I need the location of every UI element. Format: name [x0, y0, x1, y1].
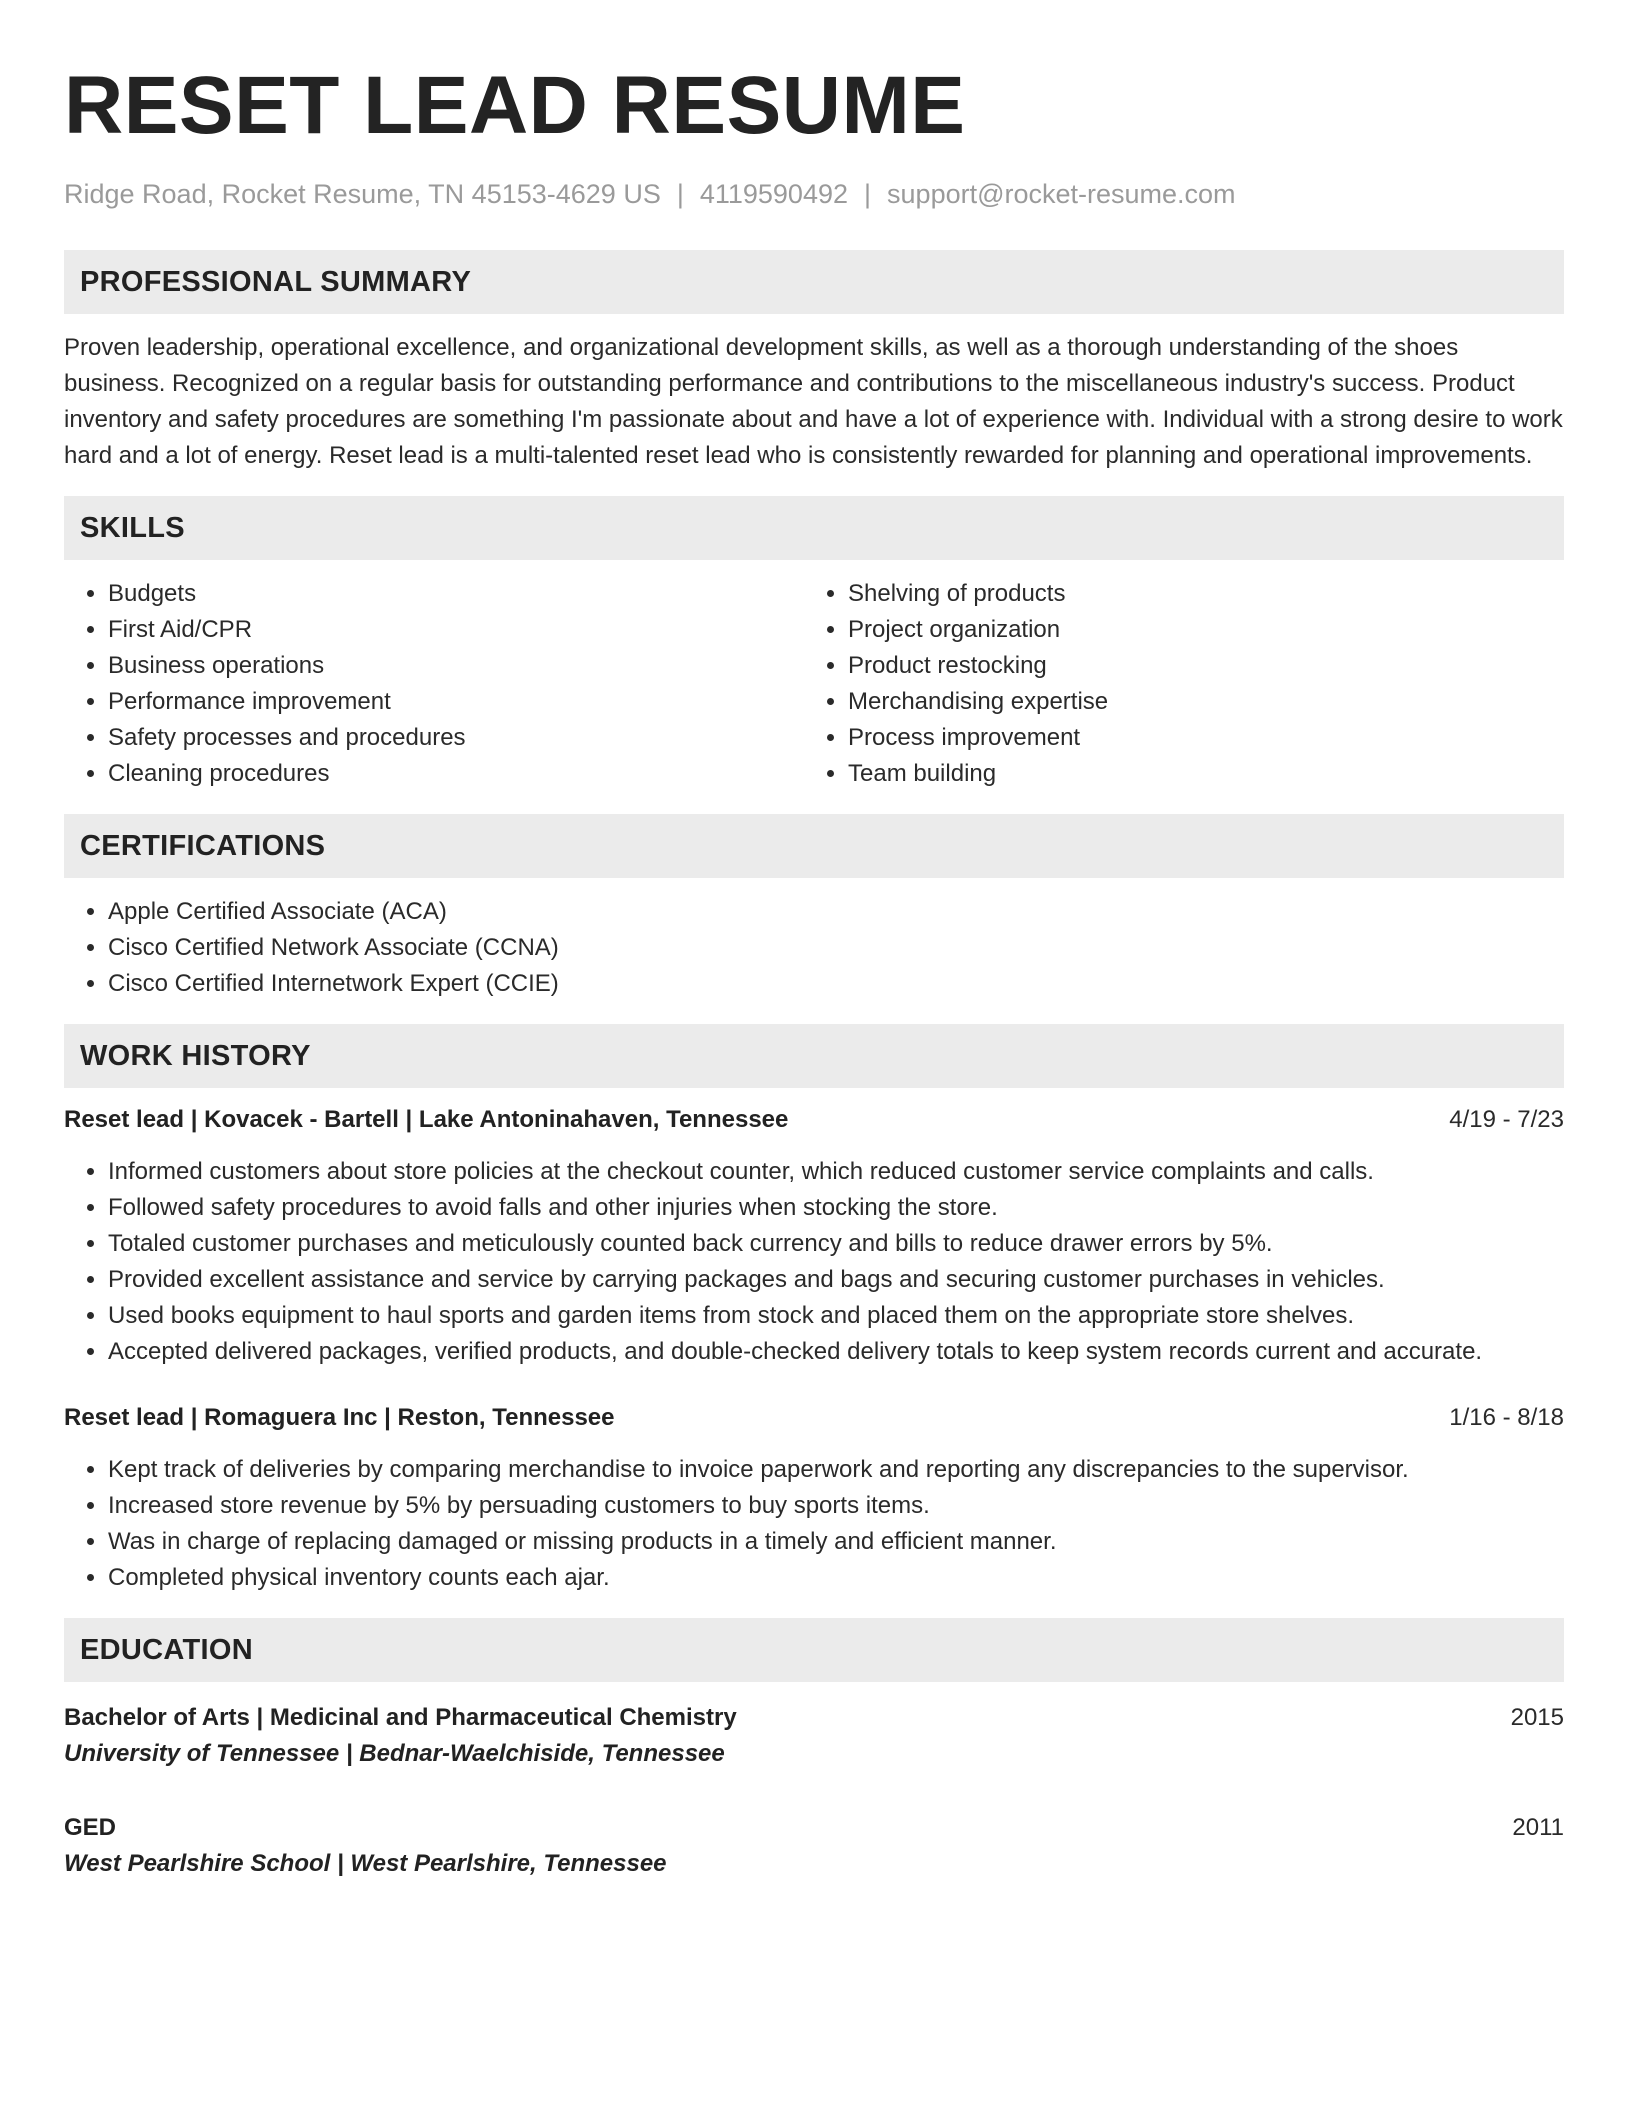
- job-entry: [64, 1102, 1564, 1370]
- job-dates: 4/19 - 7/23: [1449, 1106, 1564, 1133]
- skills-list: [64, 576, 1564, 792]
- contact-separator: |: [864, 179, 872, 209]
- education-degree: GED: [64, 1814, 117, 1841]
- education-entry: [64, 1810, 1564, 1882]
- section-heading-skills: SKILLS: [64, 496, 1564, 560]
- job-bullet: • Followed safety procedures to avoid falls and other injuries when stocking the store.: [108, 1190, 1564, 1226]
- certification-item: • Cisco Certified Internetwork Expert (CCIE): [108, 966, 1564, 1002]
- job-bullet: • Totaled customer purchases and meticulously counted back currency and bills to reduce drawer errors by 5%.: [108, 1226, 1564, 1262]
- education-school: West Pearlshire School | West Pearlshire, Tennessee: [64, 1850, 667, 1877]
- job-bullet: • Provided excellent assistance and service by carrying packages and bags and securing customer purchases in vehicles.: [108, 1262, 1564, 1298]
- certification-item: • Cisco Certified Network Associate (CCNA): [108, 930, 1564, 966]
- job-bullets: [64, 1452, 1564, 1596]
- education-header: [64, 1700, 1564, 1736]
- job-header: [64, 1102, 1564, 1138]
- job-bullet: • Increased store revenue by 5% by persuading customers to buy sports items.: [108, 1488, 1564, 1524]
- skill-item: • Process improvement: [848, 720, 1544, 756]
- education-school: University of Tennessee | Bednar-Waelchiside, Tennessee: [64, 1740, 725, 1767]
- section-heading-education: EDUCATION: [64, 1618, 1564, 1682]
- education-degree: Bachelor of Arts | Medicinal and Pharmaceutical Chemistry: [64, 1704, 737, 1731]
- job-bullet: • Accepted delivered packages, verified products, and double-checked delivery totals to keep system records current and accurate.: [108, 1334, 1564, 1370]
- job-title: Reset lead | Romaguera Inc | Reston, Tennessee: [64, 1404, 615, 1431]
- job-bullet: • Kept track of deliveries by comparing merchandise to invoice paperwork and reporting any discrepancies to the supervisor.: [108, 1452, 1564, 1488]
- skill-item: • Cleaning procedures: [108, 756, 804, 792]
- skill-item: • Product restocking: [848, 648, 1544, 684]
- contact-separator: |: [676, 179, 684, 209]
- contact-address: Ridge Road, Rocket Resume, TN 45153-4629 US: [64, 179, 661, 209]
- skills-column-left: [64, 576, 804, 792]
- skill-item: • Merchandising expertise: [848, 684, 1544, 720]
- job-bullet: • Informed customers about store policies at the checkout counter, which reduced customer service complaints and calls.: [108, 1154, 1564, 1190]
- job-header: [64, 1400, 1564, 1436]
- education-header: [64, 1810, 1564, 1846]
- resume-title: RESET LEAD RESUME: [64, 60, 966, 151]
- job-bullet: • Used books equipment to haul sports and garden items from stock and placed them on the appropriate store shelves.: [108, 1298, 1564, 1334]
- section-heading-certifications: CERTIFICATIONS: [64, 814, 1564, 878]
- skill-item: • First Aid/CPR: [108, 612, 804, 648]
- education-year: 2015: [1510, 1704, 1564, 1731]
- skill-item: • Team building: [848, 756, 1544, 792]
- job-dates: 1/16 - 8/18: [1449, 1404, 1564, 1431]
- contact-email: support@rocket-resume.com: [887, 179, 1236, 209]
- skill-item: • Business operations: [108, 648, 804, 684]
- skills-column-right: [804, 576, 1544, 792]
- job-title: Reset lead | Kovacek - Bartell | Lake Antoninahaven, Tennessee: [64, 1106, 789, 1133]
- job-bullets: [64, 1154, 1564, 1370]
- contact-line: [64, 176, 1564, 212]
- job-entry: [64, 1400, 1564, 1596]
- job-bullet: • Completed physical inventory counts each ajar.: [108, 1560, 1564, 1596]
- certification-item: • Apple Certified Associate (ACA): [108, 894, 1564, 930]
- skill-item: • Project organization: [848, 612, 1544, 648]
- education-entry: [64, 1700, 1564, 1772]
- education-year: 2011: [1512, 1814, 1564, 1841]
- skill-item: • Budgets: [108, 576, 804, 612]
- skill-item: • Safety processes and procedures: [108, 720, 804, 756]
- section-heading-summary: PROFESSIONAL SUMMARY: [64, 250, 1564, 314]
- summary-text: Proven leadership, operational excellence, and organizational development skills, as well as a thorough understanding of the shoes business. Recognized on a regular basis for outstanding performance and contributions to the miscellaneous industry's success. Product inventory and safety procedures are something I'm passionate about and have a lot of experience with. Individual with a strong desire to work hard and a lot of energy. Reset lead is a multi-talented reset lead who is consistently rewarded for planning and operational improvements.: [64, 334, 1563, 469]
- contact-phone: 4119590492: [699, 179, 849, 209]
- certifications-list: [64, 894, 1564, 1002]
- section-heading-work-history: WORK HISTORY: [64, 1024, 1564, 1088]
- job-bullet: • Was in charge of replacing damaged or missing products in a timely and efficient manner.: [108, 1524, 1564, 1560]
- skill-item: • Shelving of products: [848, 576, 1544, 612]
- skill-item: • Performance improvement: [108, 684, 804, 720]
